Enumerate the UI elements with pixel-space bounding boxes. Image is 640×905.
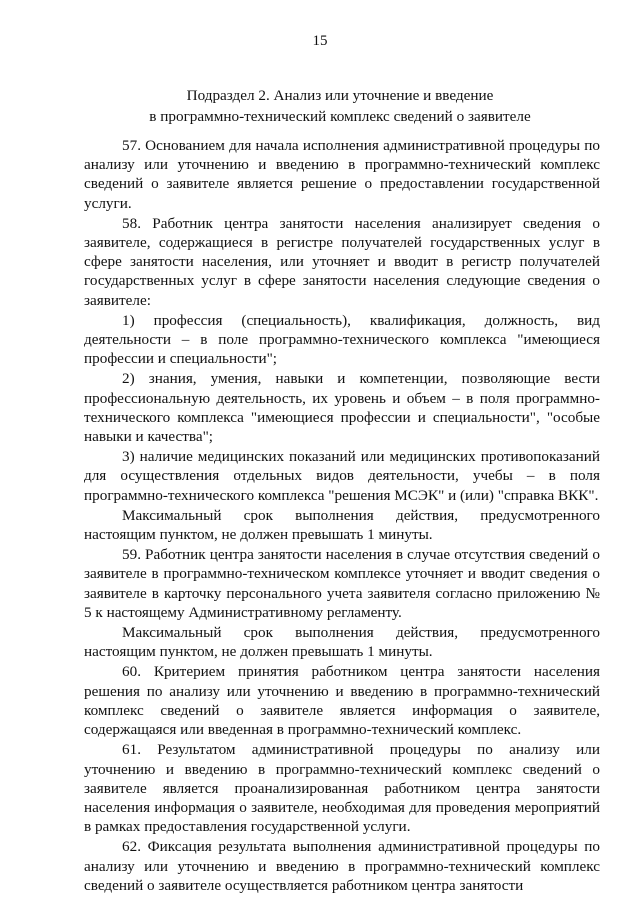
paragraph-58-item-2: 2) знания, умения, навыки и компетенции, позволяющие вести профессиональную деятельность, их уровень и объем – в поля программно-технического комплекса "имеющиеся профессии и специальности", "особые навыки и качества";	[84, 370, 600, 446]
paragraph-58-item-3: 3) наличие медицинских показаний или медицинских противопоказаний для осуществления отдельных видов деятельности, учебы – в поля программно-технического комплекса "решения МСЭК" и (или) "справка ВКК".	[84, 448, 600, 504]
paragraph-62: 62. Фиксация результата выполнения административной процедуры по анализу или уточнению и введению в программно-технический комплекс сведений о заявителе осуществляется работником центра занятости	[84, 838, 600, 894]
document-body	[84, 136, 600, 895]
paragraph-58-item-1: 1) профессия (специальность), квалификация, должность, вид деятельности – в поле программно-технического комплекса "имеющиеся профессии и специальности";	[84, 311, 600, 368]
paragraph-59-deadline: Максимальный срок выполнения действия, предусмотренного настоящим пунктом, не должен превышать 1 минуты.	[84, 624, 600, 661]
page-number: 15	[312, 33, 328, 49]
paragraph-57: 57. Основанием для начала исполнения административной процедуры по анализу или уточнению и введению в программно-технический комплекс сведений о заявителе является решение о предоставлении государственной услуги.	[84, 137, 600, 212]
paragraph-61: 61. Результатом административной процедуры по анализу или уточнению и введению в программно-технический комплекс сведений о заявителе является проанализированная работником центра занятости населения информация о заявителе, необходимая для проведения мероприятий в рамках предоставления государственной услуги.	[84, 741, 600, 836]
paragraph-59: 59. Работник центра занятости населения в случае отсутствия сведений о заявителе в программно-техническом комплексе уточняет и вводит сведения о заявителе в карточку персонального учета заявителя согласно приложению № 5 к настоящему Административному регламенту.	[84, 546, 600, 621]
paragraph-58-deadline: Максимальный срок выполнения действия, предусмотренного настоящим пунктом, не должен превышать 1 минуты.	[84, 506, 600, 544]
paragraph-60: 60. Критерием принятия работником центра занятости населения решения по анализу или уточнению и введению в программно-технический комплекс сведений о заявителе является информация о заявителе, содержащаяся или введенная в программно-технический комплекс.	[84, 663, 600, 739]
section-heading	[80, 85, 600, 127]
section-heading-line-1: Подраздел 2. Анализ или уточнение и введение	[186, 87, 494, 104]
paragraph-58: 58. Работник центра занятости населения анализирует сведения о заявителе, содержащиеся в регистре получателей государственных услуг в сфере занятости населения, или уточняет и вводит в регистр получателей государственных услуг в сфере занятости населения следующие сведения о заявителе:	[84, 214, 600, 309]
section-heading-line-2: в программно-технический комплекс сведений о заявителе	[149, 108, 531, 125]
